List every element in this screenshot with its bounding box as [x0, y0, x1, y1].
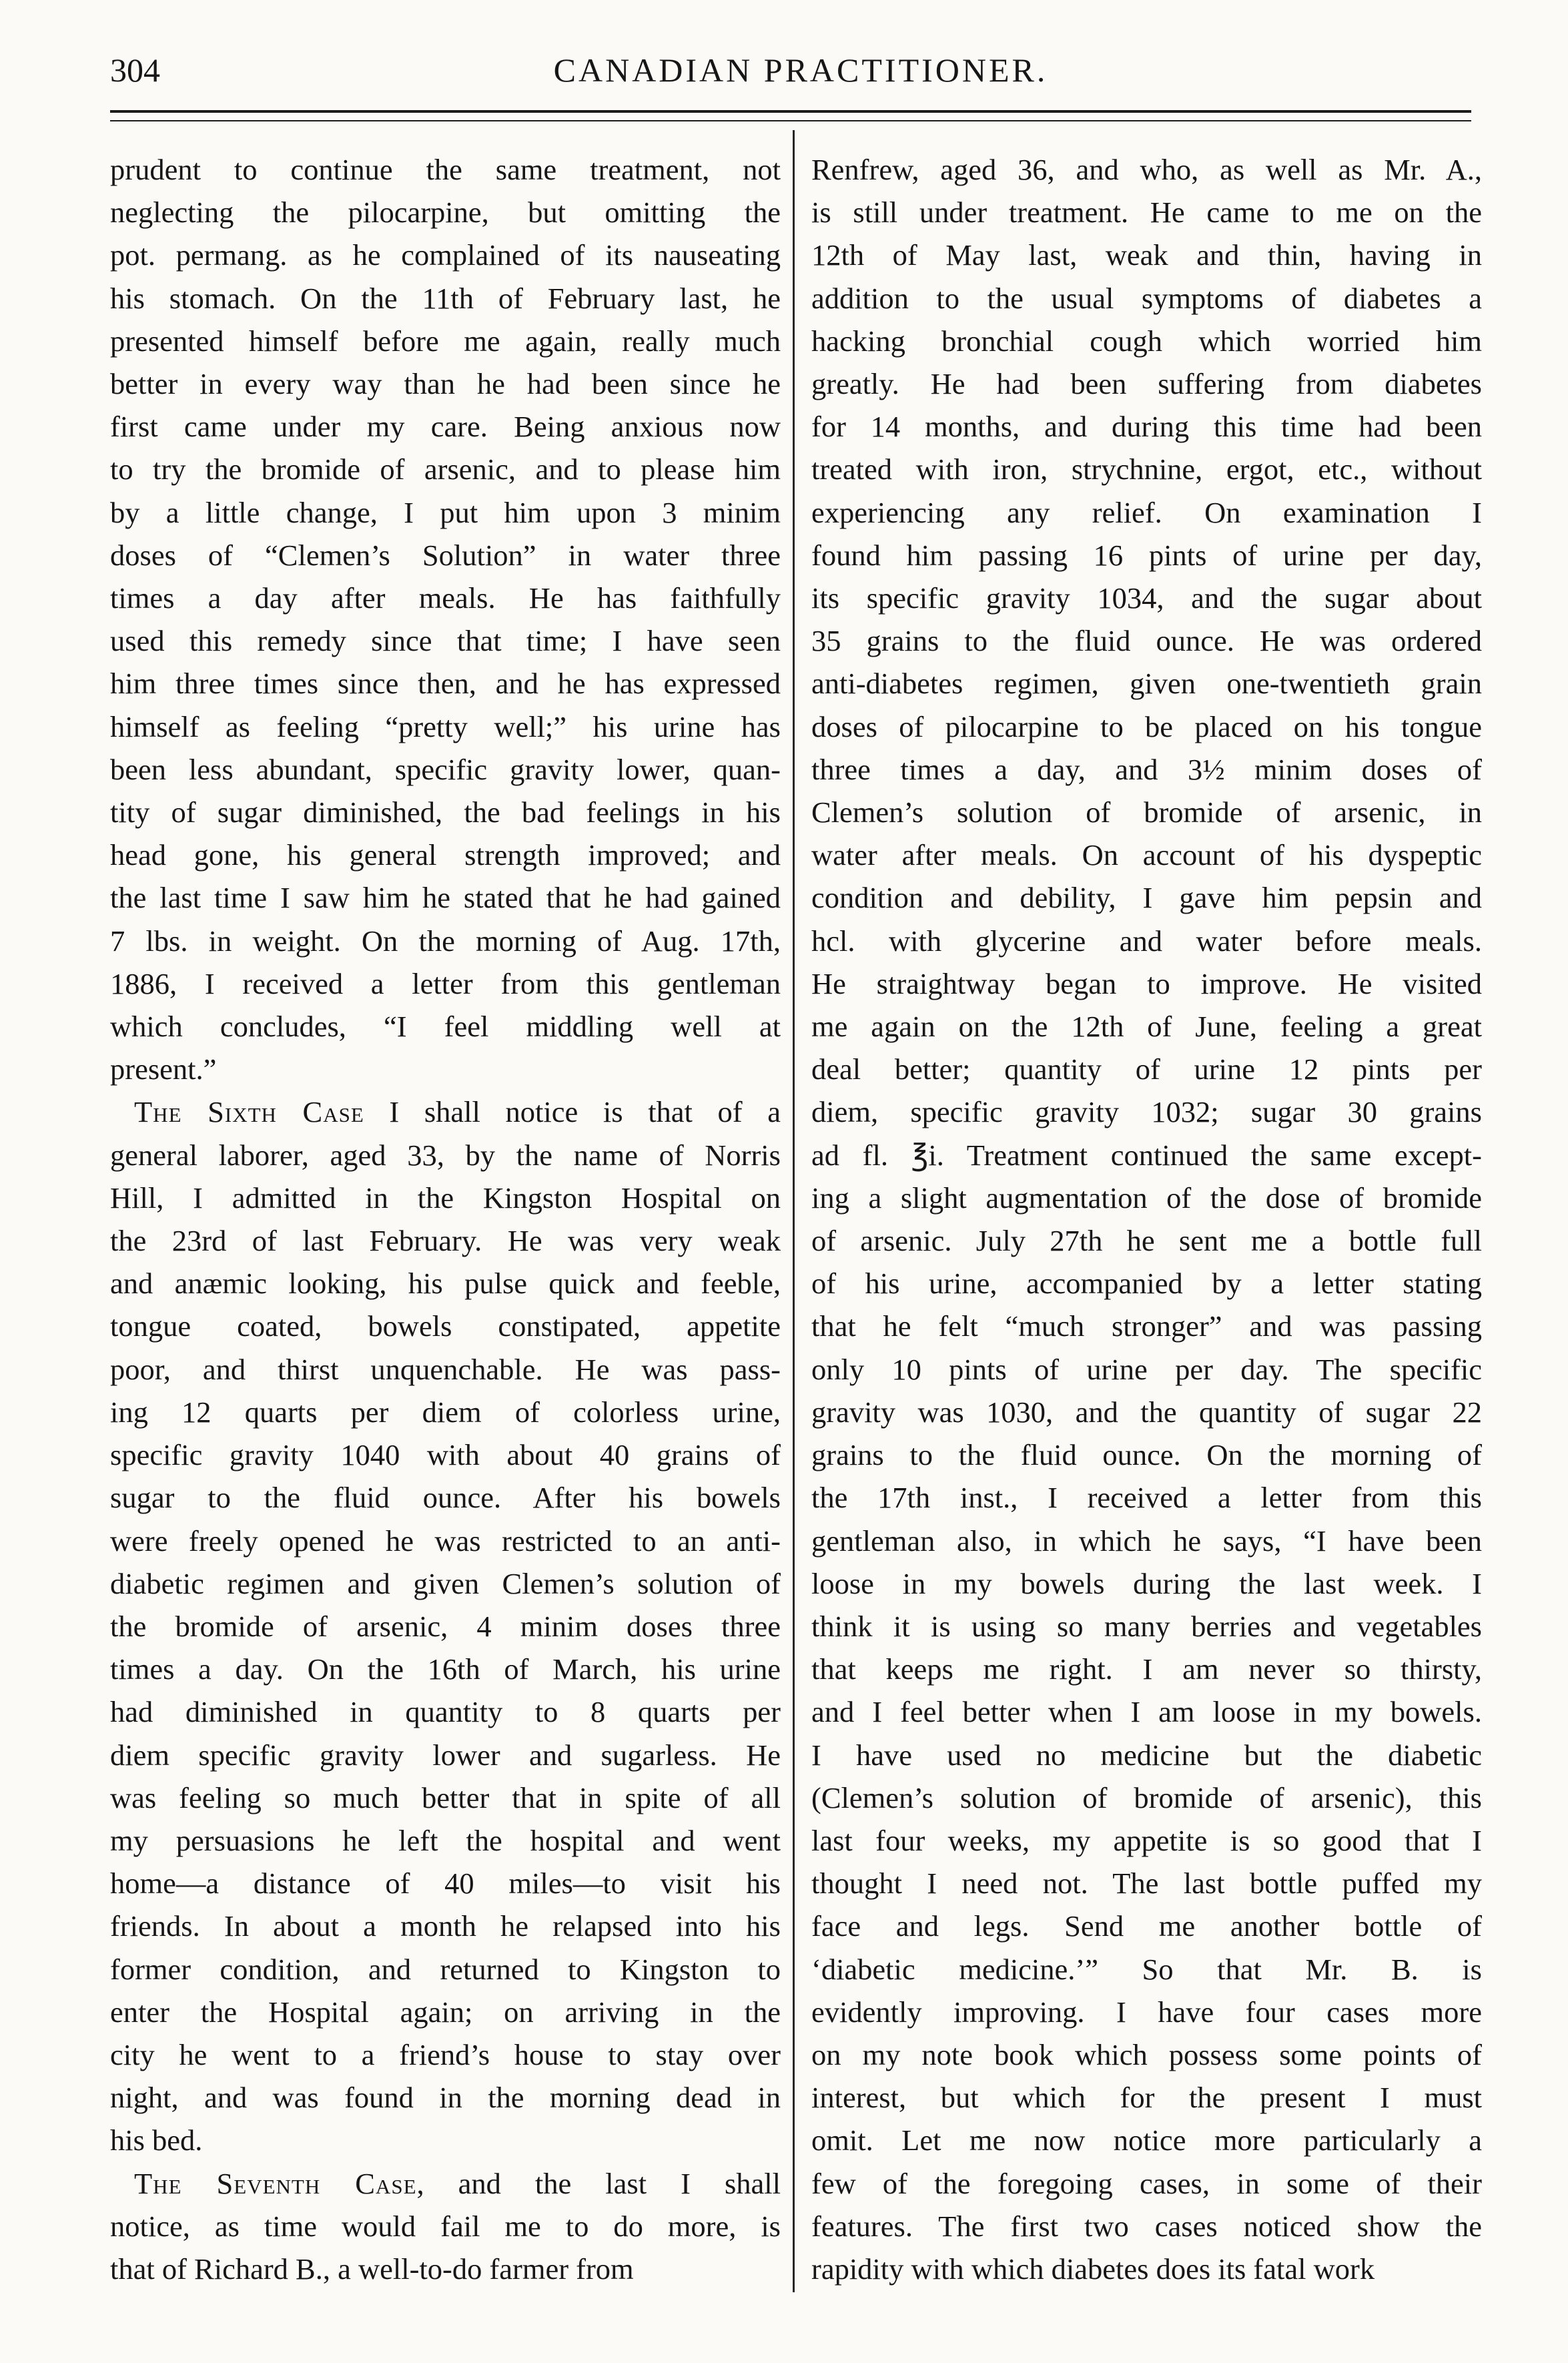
text-line: three times a day, and 3½ minim doses of	[811, 752, 1482, 786]
text-line: think it is using so many berries and vegetables	[811, 1609, 1482, 1643]
running-title: CANADIAN PRACTITIONER.	[553, 51, 1048, 89]
text-line: is still under treatment. He came to me on the	[811, 196, 1482, 230]
text-line: notice, as time would fail me to do more, is	[110, 2209, 781, 2243]
text-line: diem, specific gravity 1032; sugar 30 grains	[811, 1095, 1482, 1129]
text-line: the 17th inst., I received a letter from this	[811, 1481, 1482, 1515]
text-line: neglecting the pilocarpine, but omitting the	[110, 196, 781, 230]
text-line: The Sixth Case I shall notice is that of a	[134, 1095, 781, 1129]
text-line: sugar to the fluid ounce. After his bowels	[110, 1481, 781, 1515]
text-line: were freely opened he was restricted to an anti-	[110, 1524, 781, 1558]
text-line: ‘diabetic medicine.’” So that Mr. B. is	[811, 1952, 1482, 1986]
text-line: thought I need not. The last bottle puffed my	[811, 1867, 1482, 1901]
text-line: and I feel better when I am loose in my bowels.	[811, 1695, 1482, 1729]
text-line: Clemen’s solution of bromide of arsenic, in	[811, 795, 1482, 829]
text-line: tity of sugar diminished, the bad feelings in his	[110, 795, 781, 829]
text-line: which concludes, “I feel middling well at	[110, 1010, 781, 1044]
text-line: grains to the fluid ounce. On the morning of	[811, 1438, 1482, 1472]
text-line: diem specific gravity lower and sugarless. He	[110, 1738, 781, 1772]
text-line: He straightway began to improve. He visited	[811, 966, 1482, 1000]
text-line: last four weeks, my appetite is so good that I	[811, 1823, 1482, 1857]
text-line: gentleman also, in which he says, “I have been	[811, 1524, 1482, 1558]
text-line: 7 lbs. in weight. On the morning of Aug. 17th,	[110, 924, 781, 958]
text-line: general laborer, aged 33, by the name of Norris	[110, 1138, 781, 1172]
text-line: present.”	[110, 1052, 217, 1086]
text-line: friends. In about a month he relapsed into his	[110, 1909, 781, 1943]
text-line: condition and debility, I gave him pepsin and	[811, 881, 1482, 915]
text-line: head gone, his general strength improved; and	[110, 838, 781, 872]
text-line: for 14 months, and during this time had been	[811, 410, 1482, 444]
text-line: anti-diabetes regimen, given one-twentieth grain	[811, 667, 1482, 701]
text-line: Renfrew, aged 36, and who, as well as Mr. A.,	[811, 153, 1482, 186]
text-line: his stomach. On the 11th of February last, he	[110, 281, 781, 315]
text-line: interest, but which for the present I must	[811, 2081, 1482, 2115]
text-line: him three times since then, and he has expressed	[110, 667, 781, 701]
text-line: and anæmic looking, his pulse quick and feeble,	[110, 1267, 781, 1301]
text-line: hacking bronchial cough which worried him	[811, 324, 1482, 358]
text-line: first came under my care. Being anxious now	[110, 410, 781, 444]
text-line: pot. permang. as he complained of its nauseating	[110, 238, 781, 272]
case-heading: The Sixth Case	[134, 1095, 364, 1129]
text-line: face and legs. Send me another bottle of	[811, 1909, 1482, 1943]
text-line: omit. Let me now notice more particularly a	[811, 2123, 1482, 2157]
text-line: deal better; quantity of urine 12 pints per	[811, 1052, 1482, 1086]
text-line: presented himself before me again, really much	[110, 324, 781, 358]
text-line: home—a distance of 40 miles—to visit his	[110, 1867, 781, 1901]
text-line: the 23rd of last February. He was very weak	[110, 1224, 781, 1258]
header-rule-thin	[110, 120, 1471, 121]
text-line: by a little change, I put him upon 3 minim	[110, 495, 781, 529]
text-line: doses of “Clemen’s Solution” in water three	[110, 538, 781, 572]
header-rule-thick	[110, 110, 1471, 113]
text-line: of arsenic. July 27th he sent me a bottle full	[811, 1224, 1482, 1258]
text-line: evidently improving. I have four cases more	[811, 1995, 1482, 2029]
text-line: better in every way than he had been since he	[110, 367, 781, 401]
text-line: the last time I saw him he stated that he had gained	[110, 881, 781, 915]
text-line: loose in my bowels during the last week. I	[811, 1566, 1482, 1600]
text-line: I have used no medicine but the diabetic	[811, 1738, 1482, 1772]
text-line: experiencing any relief. On examination I	[811, 495, 1482, 529]
text-line: my persuasions he left the hospital and went	[110, 1823, 781, 1857]
text-line: water after meals. On account of his dyspeptic	[811, 838, 1482, 872]
text-line: city he went to a friend’s house to stay over	[110, 2037, 781, 2071]
text-line: himself as feeling “pretty well;” his urine has	[110, 709, 781, 743]
text-line: had diminished in quantity to 8 quarts per	[110, 1695, 781, 1729]
text-line: found him passing 16 pints of urine per day,	[811, 538, 1482, 572]
text-line: features. The first two cases noticed show the	[811, 2209, 1482, 2243]
text-line: that he felt “much stronger” and was passing	[811, 1309, 1482, 1343]
text-line: night, and was found in the morning dead in	[110, 2081, 781, 2115]
text-line: doses of pilocarpine to be placed on his tongue	[811, 709, 1482, 743]
text-line: times a day. On the 16th of March, his urine	[110, 1652, 781, 1686]
text-line: poor, and thirst unquenchable. He was pass-	[110, 1352, 781, 1386]
text-line: few of the foregoing cases, in some of their	[811, 2166, 1482, 2200]
text-line: enter the Hospital again; on arriving in the	[110, 1995, 781, 2029]
text-line: (Clemen’s solution of bromide of arsenic), this	[811, 1780, 1482, 1814]
text-line: used this remedy since that time; I have seen	[110, 624, 781, 658]
text-line: ing a slight augmentation of the dose of bromide	[811, 1180, 1482, 1215]
text-line: ad fl. ℥i. Treatment continued the same except-	[811, 1138, 1482, 1172]
text-line: former condition, and returned to Kingston to	[110, 1952, 781, 1986]
text-line: gravity was 1030, and the quantity of sugar 22	[811, 1395, 1482, 1429]
text-line: prudent to continue the same treatment, not	[110, 153, 781, 186]
text-line: ing 12 quarts per diem of colorless urine,	[110, 1395, 781, 1429]
text-line: specific gravity 1040 with about 40 grains of	[110, 1438, 781, 1472]
text-line: on my note book which possess some points of	[811, 2037, 1482, 2071]
text-line: the bromide of arsenic, 4 minim doses three	[110, 1609, 781, 1643]
text-line: tongue coated, bowels constipated, appetite	[110, 1309, 781, 1343]
text-line: Hill, I admitted in the Kingston Hospital on	[110, 1180, 781, 1215]
page-number: 304	[110, 51, 160, 89]
text-line: 12th of May last, weak and thin, having in	[811, 238, 1482, 272]
text-line: of his urine, accompanied by a letter stating	[811, 1267, 1482, 1301]
text-line: its specific gravity 1034, and the sugar about	[811, 581, 1482, 615]
text-line: hcl. with glycerine and water before meals.	[811, 924, 1482, 958]
text-line: to try the bromide of arsenic, and to please him	[110, 452, 781, 486]
text-line: times a day after meals. He has faithfully	[110, 581, 781, 615]
text-line: 1886, I received a letter from this gentleman	[110, 966, 781, 1000]
text-line: addition to the usual symptoms of diabetes a	[811, 281, 1482, 315]
text-line: that keeps me right. I am never so thirsty,	[811, 1652, 1482, 1686]
text-line: his bed.	[110, 2123, 203, 2157]
right-column	[811, 148, 1482, 2290]
text-line: 35 grains to the fluid ounce. He was ordered	[811, 624, 1482, 658]
text-line: greatly. He had been suffering from diabetes	[811, 367, 1482, 401]
text-line: only 10 pints of urine per day. The specific	[811, 1352, 1482, 1386]
text-line: that of Richard B., a well-to-do farmer from	[110, 2252, 634, 2286]
text-line: rapidity with which diabetes does its fatal work	[811, 2252, 1375, 2286]
text-line: diabetic regimen and given Clemen’s solution of	[110, 1566, 781, 1600]
column-divider	[793, 130, 795, 2292]
text-line: treated with iron, strychnine, ergot, etc., without	[811, 452, 1482, 486]
left-column	[110, 148, 781, 2290]
text-line: The Seventh Case, and the last I shall	[134, 2166, 781, 2200]
case-heading: The Seventh Case	[134, 2166, 417, 2200]
text-line: me again on the 12th of June, feeling a great	[811, 1010, 1482, 1044]
text-line: was feeling so much better that in spite of all	[110, 1780, 781, 1814]
text-line: been less abundant, specific gravity lower, quan-	[110, 752, 781, 786]
